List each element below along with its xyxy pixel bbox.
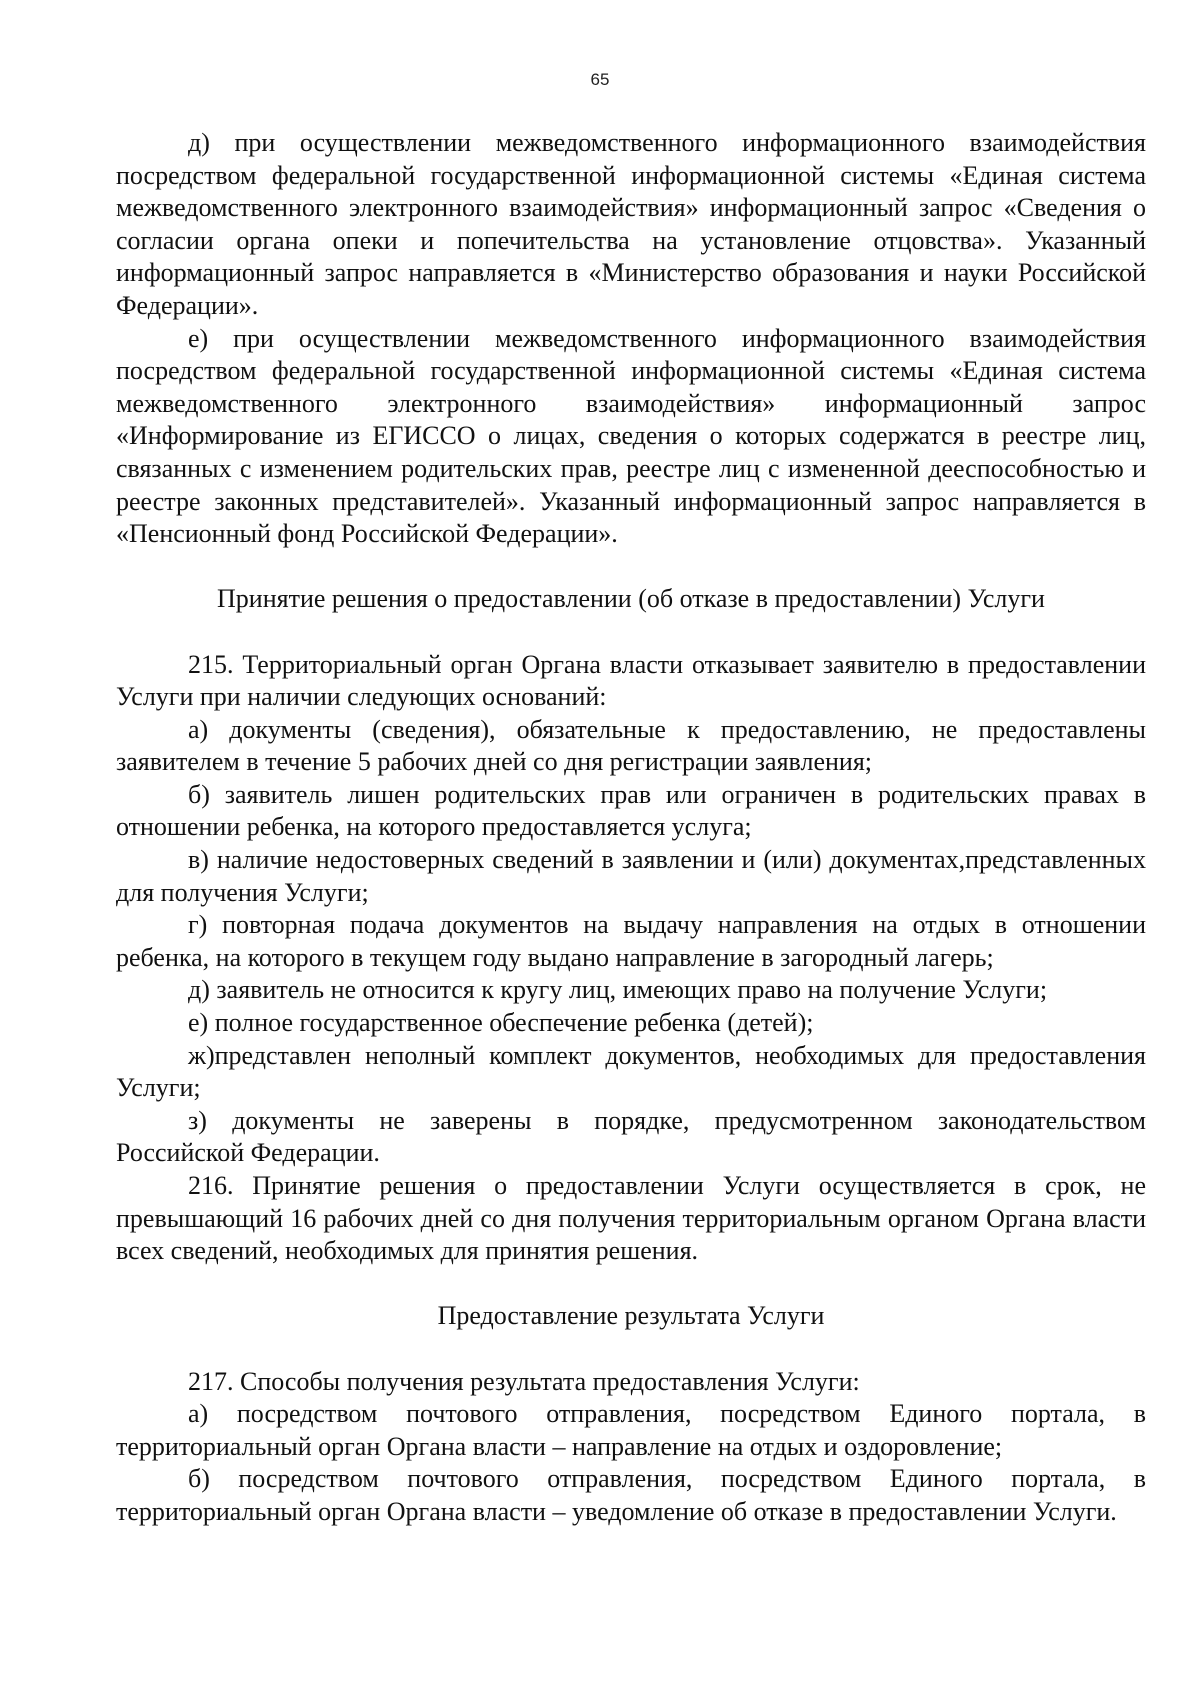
list-item-217-b: б) посредством почтового отправления, посредством Единого портала, в территориальный орган Органа власти – уведомление об отказе в предоставлении Услуги. — [116, 1464, 1146, 1526]
paragraph-215: 215. Территориальный орган Органа власти отказывает заявителю в предоставлении Услуги при наличии следующих оснований: — [116, 649, 1146, 712]
page-number: 65 — [590, 70, 610, 89]
spacer — [116, 1268, 1146, 1301]
document-body — [116, 127, 1146, 1529]
list-item-g: г) повторная подача документов на выдачу направления на отдых в отношении ребенка, на которого в текущем году выдано направление в загородный лагерь; — [116, 910, 1146, 972]
spacer — [116, 551, 1146, 584]
paragraph-e-interagency-request: е) при осуществлении межведомственного информационного взаимодействия посредством федеральной государственной информационной системы «Единая система межведомственного электронного взаимодействия» информационный запрос «Информирование из ЕГИССО о лицах, сведения о которых содержатся в реестре лиц, связанных с изменением родительских прав, реестре лиц с измененной дееспособностью и реестре законных представителей». Указанный информационный запрос направляется в «Пенсионный фонд Российской Федерации». — [116, 323, 1146, 549]
list-item-e: е) полное государственное обеспечение ребенка (детей); — [188, 1008, 814, 1038]
section-heading-decision: Принятие решения о предоставлении (об отказе в предоставлении) Услуги — [217, 584, 1045, 614]
list-item-zh: ж)представлен неполный комплект документов, необходимых для предоставления Услуги; — [116, 1040, 1146, 1103]
list-item-z: з) документы не заверены в порядке, предусмотренном законодательством Российской Федерации. — [116, 1105, 1146, 1168]
paragraph-d-interagency-request: д) при осуществлении межведомственного информационного взаимодействия посредством федеральной государственной информационной системы «Единая система межведомственного электронного взаимодействия» информационный запрос «Сведения о согласии органа опеки и попечительства на установление отцовства». Указанный информационный запрос направляется в «Министерство образования и науки Российской Федерации». — [116, 128, 1146, 320]
spacer — [116, 1333, 1146, 1366]
section-heading-result: Предоставление результата Услуги — [437, 1301, 825, 1331]
spacer — [116, 616, 1146, 649]
list-item-b: б) заявитель лишен родительских прав или ограничен в родительских правах в отношении ребенка, на которого предоставляется услуга; — [116, 779, 1146, 842]
paragraph-216: 216. Принятие решения о предоставлении Услуги осуществляется в срок, не превышающий 16 рабочих дней со дня получения территориальным органом Органа власти всех сведений, необходимых для принятия решения. — [116, 1171, 1146, 1266]
list-item-d: д) заявитель не относится к кругу лиц, имеющих право на получение Услуги; — [188, 975, 1048, 1005]
list-item-217-a: а) посредством почтового отправления, посредством Единого портала, в территориальный орган Органа власти – направление на отдых и оздоровление; — [116, 1399, 1146, 1461]
paragraph-217: 217. Способы получения результата предоставления Услуги: — [188, 1366, 860, 1396]
list-item-v: в) наличие недостоверных сведений в заявлении и (или) документах,представленных для получения Услуги; — [116, 845, 1146, 907]
list-item-a: а) документы (сведения), обязательные к предоставлению, не предоставлены заявителем в течение 5 рабочих дней со дня регистрации заявления; — [116, 714, 1146, 777]
